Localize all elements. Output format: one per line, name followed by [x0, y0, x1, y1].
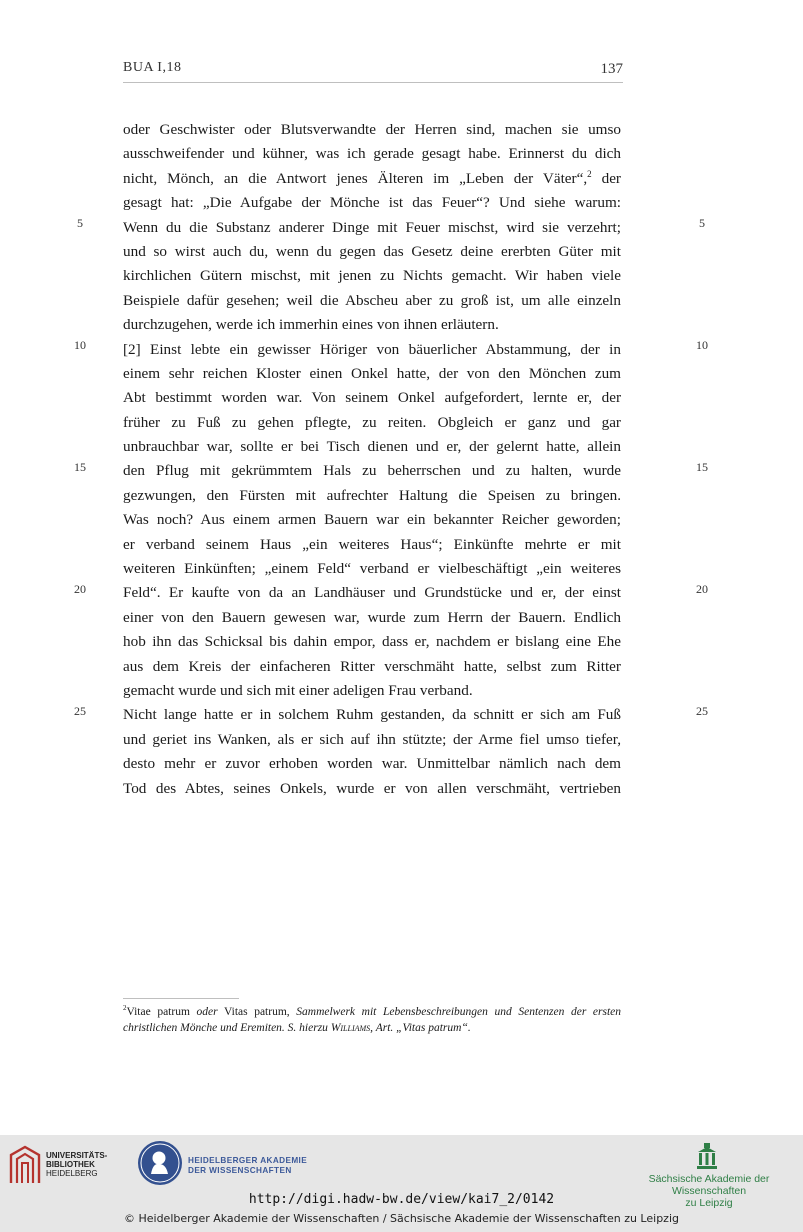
line-number-left: 15 — [74, 460, 86, 474]
hadw-seal-icon — [138, 1141, 182, 1185]
viewer-footer — [0, 1135, 803, 1232]
line-number-left: 5 — [77, 216, 83, 230]
footnote-marker: 2 — [123, 1004, 127, 1013]
text-line-content: nicht, Mönch, an die Antwort jenes Älteren im „Leben der Väter“, — [123, 169, 588, 187]
saw-line: Sächsische Akademie der Wissenschaften — [648, 1173, 770, 1197]
line-number-right: 20 — [696, 582, 708, 596]
footnote-author: Williams — [330, 1022, 371, 1034]
footnote-reference[interactable]: 2 — [587, 168, 592, 179]
page-header — [123, 60, 623, 83]
main-text — [123, 118, 621, 801]
source-url-link[interactable]: http://digi.hadw-bw.de/view/kai7_2/0142 — [248, 1192, 555, 1207]
text-line: desto mehr er zuvor erhoben worden war. Unmittelbar nämlich nach dem — [123, 755, 621, 773]
text-line: und so wirst auch du, wenn du gegen das Gesetz deine ererbten Güter mit — [123, 242, 621, 260]
text-line: weiteren Einkünften; „einem Feld“ verband er vielbeschäftigt „ein weiteres — [123, 560, 621, 578]
footnote-text-italic: Sammelwerk mit Lebensbeschreibungen und Sentenzen der ersten christlichen Mönche und Eremiten. S. hierzu — [123, 1006, 622, 1034]
text-line: er verband seinem Haus „ein weiteres Haus“; Einkünfte mehrte er mit — [123, 535, 621, 553]
text-line: gezwungen, den Fürsten mit aufrechter Haltung die Speisen zu bringen. — [123, 486, 621, 504]
ub-line: HEIDELBERG — [46, 1169, 98, 1178]
text-line: Feld“. Er kaufte von da an Landhäuser und Grundstücke und er, der einst — [123, 584, 621, 602]
text-line: früher zu Fuß zu gehen pflegte, zu reiten. Obgleich er ganz und gar — [123, 413, 621, 431]
text-line: oder Geschwister oder Blutsverwandte der Herren sind, machen sie umso — [123, 121, 621, 138]
line-number-left: 10 — [74, 338, 86, 352]
footnote-text: Vitae patrum — [126, 1006, 197, 1018]
text-line: kirchlichen Gütern mischst, mit jenen zu Nichts gemacht. Wir haben viele — [123, 267, 621, 285]
university-library-logo[interactable] — [8, 1143, 118, 1187]
text-line: Abt bestimmt worden war. Von seinem Onkel aufgefordert, lernte er, der — [123, 389, 621, 407]
text-line — [123, 167, 621, 191]
line-number-left: 20 — [74, 582, 86, 596]
text-line: gemacht wurde und sich mit einer adeligen Frau verband. — [123, 681, 473, 699]
footnote-text-italic: oder — [196, 1006, 218, 1018]
text-line: Nicht lange hatte er in solchem Ruhm gestanden, da schnitt er sich am Fuß — [123, 706, 621, 724]
text-line: einem sehr reichen Kloster einen Onkel hatte, der von den Mönchen zum — [123, 364, 621, 382]
text-line: ausschweifender und kühner, was ich gerade gesagt habe. Erinnerst du dich — [123, 145, 621, 163]
saw-line: zu Leipzig — [685, 1197, 733, 1209]
text-line: Tod des Abtes, seines Onkels, wurde er von allen verschmäht, vertrieben — [123, 779, 621, 797]
text-line: unbrauchbar war, sollte er bei Tisch dienen und er, der gelernt hatte, allein — [123, 438, 621, 456]
footnote — [123, 1004, 621, 1036]
hadw-text — [188, 1156, 307, 1176]
line-number-left: 25 — [74, 704, 86, 718]
text-line: aus dem Kreis der einfacheren Ritter verschmäht hatte, selbst zum Ritter — [123, 657, 621, 675]
hadw-line: DER WISSENSCHAFTEN — [188, 1166, 292, 1175]
footnote-separator — [123, 998, 239, 999]
text-line: Was noch? Aus einem armen Bauern war ein bekannter Reicher geworden; — [123, 511, 621, 529]
text-line: Wenn du die Substanz anderer Dinge mit Feuer mischst, wird sie verzehrt; — [123, 218, 621, 236]
line-number-right: 25 — [696, 704, 708, 718]
footnote-text-italic: , Art. „Vitas patrum“. — [370, 1022, 471, 1034]
text-line: den Pflug mit gekrümmtem Hals zu beherrschen und zu halten, wurde — [123, 462, 621, 480]
copyright-notice: © Heidelberger Akademie der Wissenschaften / Sächsische Akademie der Wissenschaften zu Leipzig — [123, 1212, 679, 1225]
ub-line: BIBLIOTHEK — [46, 1160, 95, 1169]
text-line: und geriet ins Wanken, als er sich auf ihn stützte; der Arme fiel umso tiefer, — [123, 730, 621, 748]
text-line: gesagt hat: „Die Aufgabe der Mönche ist das Feuer“? Und siehe warum: — [123, 194, 621, 212]
line-number-right: 15 — [696, 460, 708, 474]
text-line: [2] Einst lebte ein gewisser Höriger von bäuerlicher Abstammung, der in — [123, 340, 621, 358]
footnote-text: Vitas patrum, — [217, 1006, 297, 1018]
ub-text — [46, 1151, 107, 1178]
running-head: BUA I,18 — [123, 60, 182, 75]
ub-emblem-icon — [8, 1145, 42, 1185]
text-line-tail: der — [601, 169, 621, 187]
text-line: hob ihn das Schicksal bis dahin empor, dass er, nachdem er bislang eine Ehe — [123, 633, 621, 651]
page-number: 137 — [600, 61, 623, 77]
line-number-right: 5 — [699, 216, 705, 230]
building-icon — [697, 1143, 717, 1169]
text-line: Beispiele dafür gesehen; weil die Abscheu aber zu groß ist, um alle einzeln — [123, 291, 621, 309]
text-line: einer von den Bauern gewesen war, wurde zum Herrn der Bauern. Endlich — [123, 608, 621, 626]
line-number-right: 10 — [696, 338, 708, 352]
hadw-logo[interactable] — [138, 1141, 328, 1189]
text-line: durchzugehen, werde ich immerhin eines von ihnen erläutern. — [123, 316, 499, 334]
ub-line: UNIVERSITÄTS- — [46, 1151, 108, 1160]
hadw-line: HEIDELBERGER AKADEMIE — [188, 1156, 308, 1165]
